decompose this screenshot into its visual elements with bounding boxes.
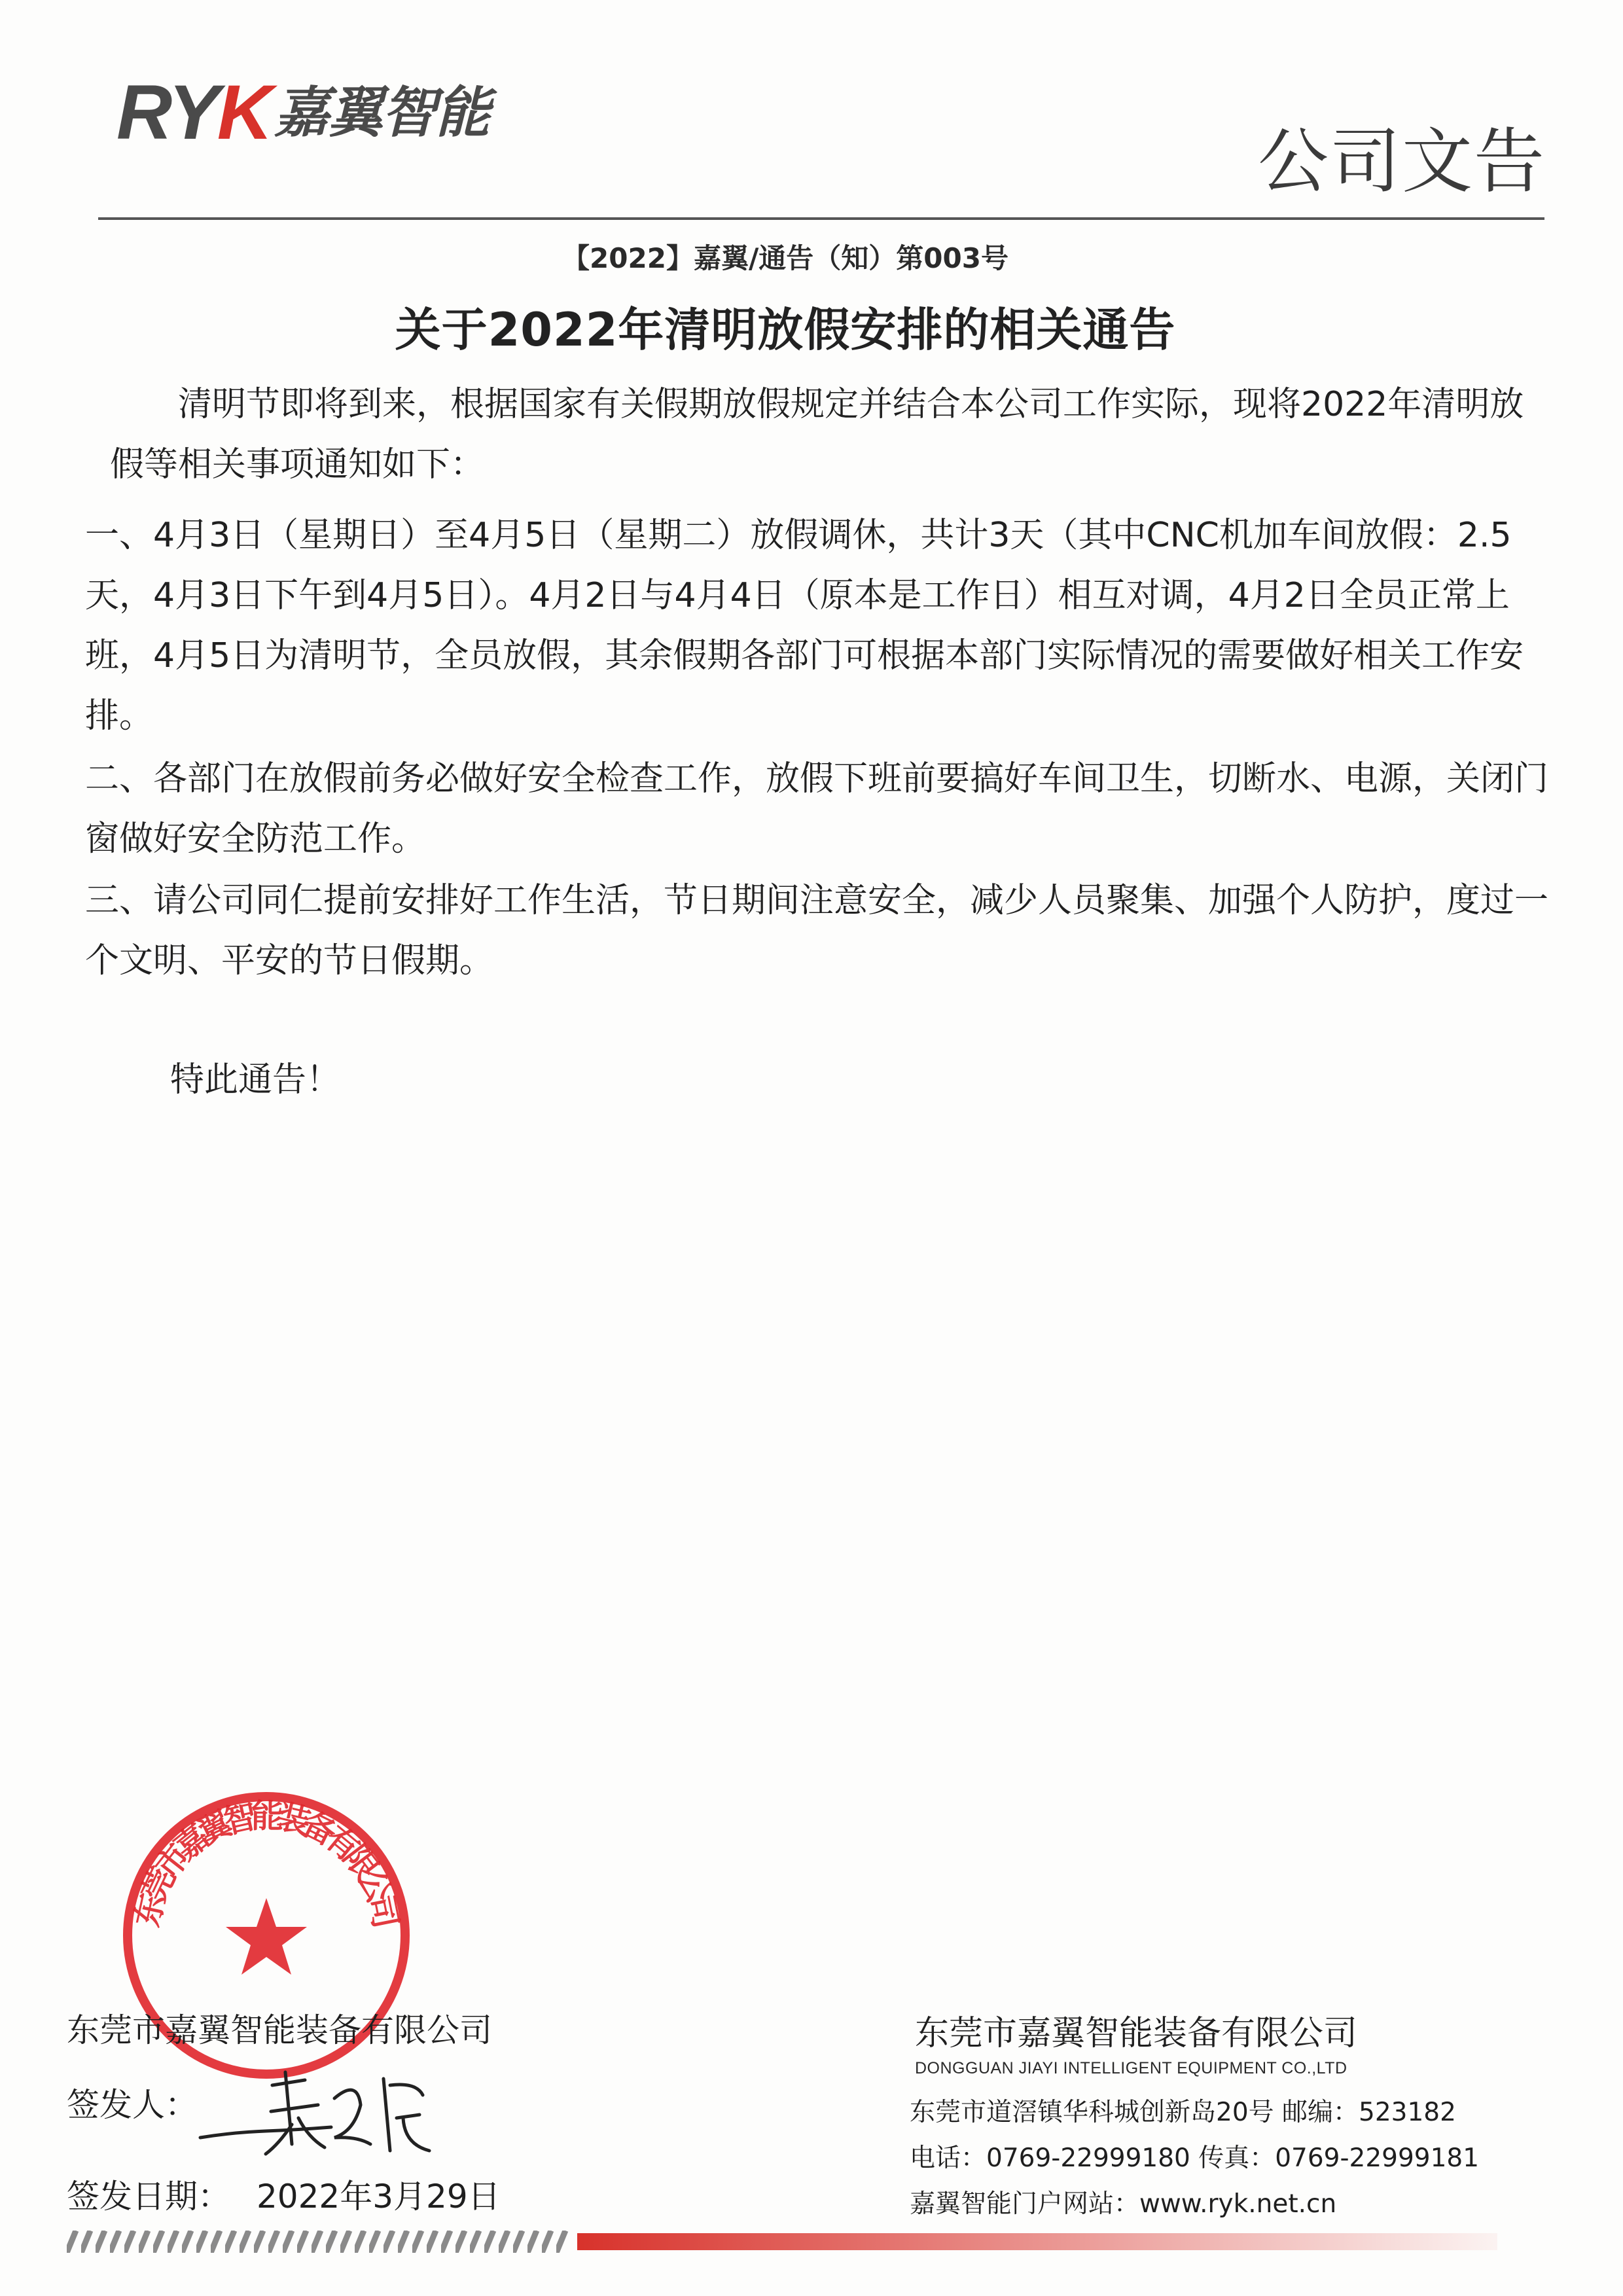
notice-title: 关于2022年清明放假安排的相关通告 bbox=[395, 303, 1176, 357]
issue-date-label: 签发日期： bbox=[67, 2178, 230, 2215]
handwritten-signature bbox=[194, 2059, 442, 2170]
contact-company-cn: 东莞市嘉翼智能装备有限公司 bbox=[915, 2014, 1358, 2053]
contact-website: 嘉翼智能门户网站：www.ryk.net.cn bbox=[910, 2189, 1337, 2219]
notice-intro: 清明节即将到来，根据国家有关假期放假规定并结合本公司工作实际，现将2022年清明放假等相关事项通知如下： bbox=[110, 385, 1524, 484]
footer-decorative-bar bbox=[67, 2231, 1497, 2253]
document-type: 公司文告 bbox=[1257, 121, 1546, 203]
notice-closing: 特此通告！ bbox=[170, 1060, 341, 1100]
logo-ryk-prefix: RY bbox=[116, 69, 217, 156]
issue-date-value: 2022年3月29日 bbox=[257, 2178, 501, 2215]
seal-star-icon bbox=[226, 1898, 307, 1975]
notice-item-3: 三、请公司同仁提前安排好工作生活，节日期间注意安全，减少人员聚集、加强个人防护，度过一个文明、平安的节日假期。 bbox=[85, 881, 1549, 980]
footer-hatch bbox=[67, 2231, 571, 2253]
signer-label: 签发人： bbox=[67, 2086, 198, 2124]
notice-number: 【2022】嘉翼/通告（知）第003号 bbox=[562, 242, 1008, 274]
logo-ryk-text bbox=[116, 69, 271, 156]
company-logo bbox=[116, 69, 490, 156]
contact-address: 东莞市道滘镇华科城创新岛20号 邮编：523182 bbox=[910, 2098, 1456, 2127]
issuer-company: 东莞市嘉翼智能装备有限公司 bbox=[67, 2011, 492, 2049]
issue-date-row bbox=[67, 2170, 501, 2217]
footer-red-band bbox=[577, 2233, 1497, 2250]
contact-phone: 电话：0769-22999180 传真：0769-22999181 bbox=[910, 2144, 1480, 2173]
notice-item-2: 二、各部门在放假前务必做好安全检查工作，放假下班前要搞好车间卫生，切断水、电源，关闭门窗做好安全防范工作。 bbox=[85, 759, 1549, 859]
logo-chinese-text: 嘉翼智能 bbox=[274, 81, 490, 145]
logo-ryk-k: K bbox=[217, 69, 271, 156]
contact-company-en: DONGGUAN JIAYI INTELLIGENT EQUIPMENT CO.,LTD bbox=[915, 2059, 1347, 2077]
seal-text-path: 东莞市嘉翼智能装备有限公司 bbox=[128, 1797, 405, 1932]
notice-item-1: 一、4月3日（星期日）至4月5日（星期二）放假调休，共计3天（其中CNC机加车间放假：2.5天，4月3日下午到4月5日）。4月2日与4月4日（原本是工作日）相互对调，4月2日全员正常上班，4月5日为清明节，全员放假，其余假期各部门可根据本部门实际情况的需要做好相关工作安排。 bbox=[85, 516, 1524, 736]
header-divider bbox=[98, 217, 1544, 220]
